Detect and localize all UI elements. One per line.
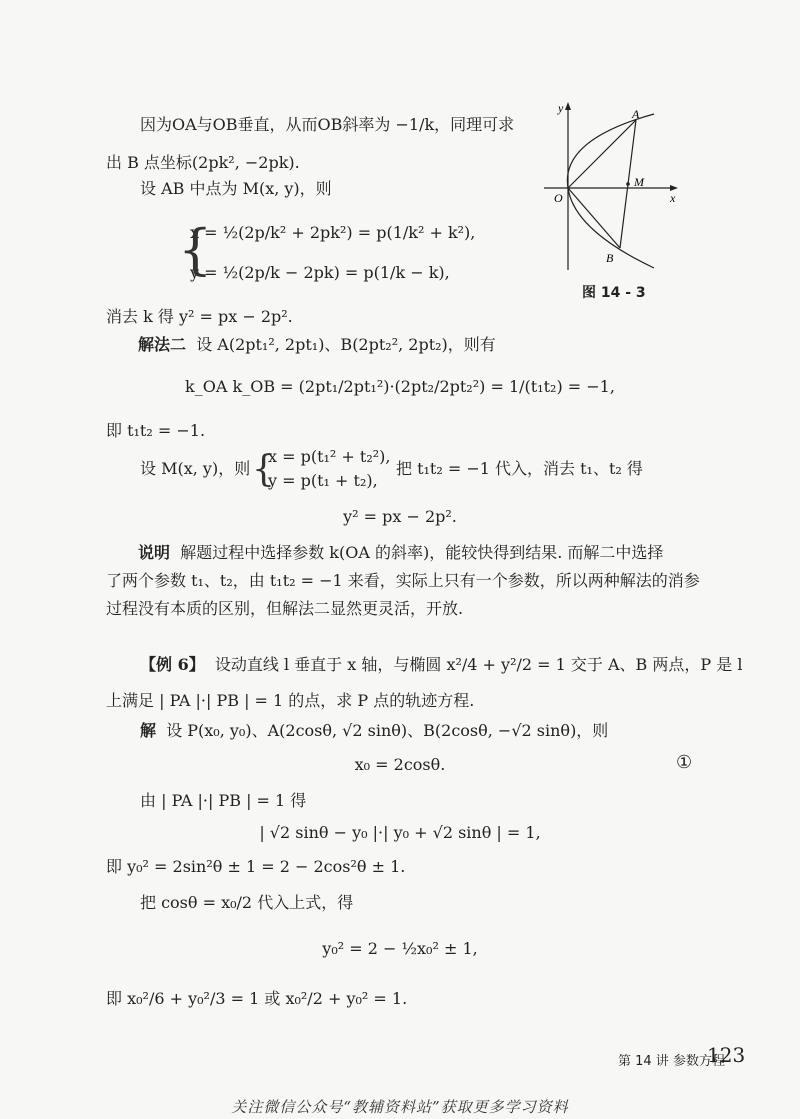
line-9: 即 t₁t₂ = −1. (106, 421, 206, 440)
example-6-body: 设动直线 l 垂直于 x 轴，与椭圆 x²/4 + y²/2 = 1 交于 A、B 两点，P 是 l (214, 655, 743, 674)
line-10-setup: 设 M(x, y)，则 (140, 459, 251, 478)
line-12 (138, 542, 663, 564)
label-M: M (634, 175, 644, 189)
line-10-system-x: x = p(t₁² + t₂²), (268, 447, 391, 466)
method-two-heading: 解法二 (138, 335, 187, 354)
line-17 (140, 720, 608, 742)
brace-2: { (252, 449, 275, 490)
y-axis-arrow (565, 102, 571, 110)
midpoint-M (626, 182, 630, 186)
line-24: 即 x₀²/6 + y₀²/3 = 1 或 x₀²/2 + y₀² = 1. (106, 989, 408, 1008)
example-6-heading: 【例 6】 (140, 655, 205, 674)
equation-number-1: ① (676, 752, 693, 773)
note-body: 解题过程中选择参数 k(OA 的斜率)，能较快得到结果. 而解二中选择 (180, 543, 664, 562)
line-8-slope-product: k_OA k_OB = (2pt₁/2pt₁²)·(2pt₂/2pt₂²) = 1/(t₁t₂) = −1, (185, 377, 615, 396)
solution-heading: 解 (140, 721, 157, 740)
figure-14-3 (540, 100, 680, 280)
method-two-body: 设 A(2pt₁², 2pt₁)、B(2pt₂², 2pt₂)，则有 (196, 335, 496, 354)
brace-1: { (178, 218, 213, 281)
label-A: A (632, 107, 640, 121)
parabola-curve (567, 114, 654, 268)
line-1: 因为OA与OB垂直，从而OB斜率为 −1/k，同理可求 (140, 115, 515, 134)
label-O: O (554, 191, 563, 205)
page-number: 123 (707, 1043, 746, 1067)
line-16: 上满足 | PA |·| PB | = 1 的点，求 P 点的轨迹方程. (106, 691, 475, 710)
line-2: 出 B 点坐标(2pk², −2pk). (106, 153, 300, 172)
footer-section-title: 第 14 讲 参数方程 (618, 1054, 725, 1069)
line-20-equation: | √2 sinθ − y₀ |·| y₀ + √2 sinθ | = 1, (259, 823, 541, 842)
line-21: 即 y₀² = 2sin²θ ± 1 = 2 − 2cos²θ ± 1. (106, 857, 406, 876)
line-10-tail: 把 t₁t₂ = −1 代入，消去 t₁、t₂ 得 (396, 459, 643, 478)
segment-OA (568, 120, 636, 188)
line-22: 把 cosθ = x₀/2 代入上式，得 (140, 893, 354, 912)
line-3: 设 AB 中点为 M(x, y)，则 (140, 179, 332, 198)
line-5-system-y: y = ½(2p/k − 2pk) = p(1/k − k), (190, 263, 450, 282)
label-x: x (670, 191, 676, 205)
line-6: 消去 k 得 y² = px − 2p². (106, 307, 293, 326)
figure-caption: 图 14 - 3 (582, 285, 646, 301)
segment-OB (568, 188, 620, 248)
line-14: 过程没有本质的区别，但解法二显然更灵活，开放. (106, 599, 464, 618)
line-18-equation: x₀ = 2cosθ. (354, 755, 446, 774)
line-19: 由 | PA |·| PB | = 1 得 (140, 791, 307, 810)
line-11-result: y² = px − 2p². (343, 507, 457, 526)
line-15 (140, 654, 742, 676)
line-7 (138, 334, 496, 356)
solution-body: 设 P(x₀, y₀)、A(2cosθ, √2 sinθ)、B(2cosθ, −√2 sinθ)，则 (166, 721, 609, 740)
line-4-system-x: x = ½(2p/k² + 2pk²) = p(1/k² + k²), (190, 223, 476, 242)
line-13: 了两个参数 t₁、t₂，由 t₁t₂ = −1 来看，实际上只有一个参数，所以两种解法的消参 (106, 571, 700, 590)
label-B: B (606, 251, 614, 265)
label-y: y (558, 101, 564, 115)
watermark-text: 关注微信公众号“教辅资料站”获取更多学习资料 (231, 1098, 569, 1116)
line-23-equation: y₀² = 2 − ½x₀² ± 1, (322, 939, 478, 958)
line-10-system-y: y = p(t₁ + t₂), (268, 471, 378, 490)
note-heading: 说明 (138, 543, 171, 562)
